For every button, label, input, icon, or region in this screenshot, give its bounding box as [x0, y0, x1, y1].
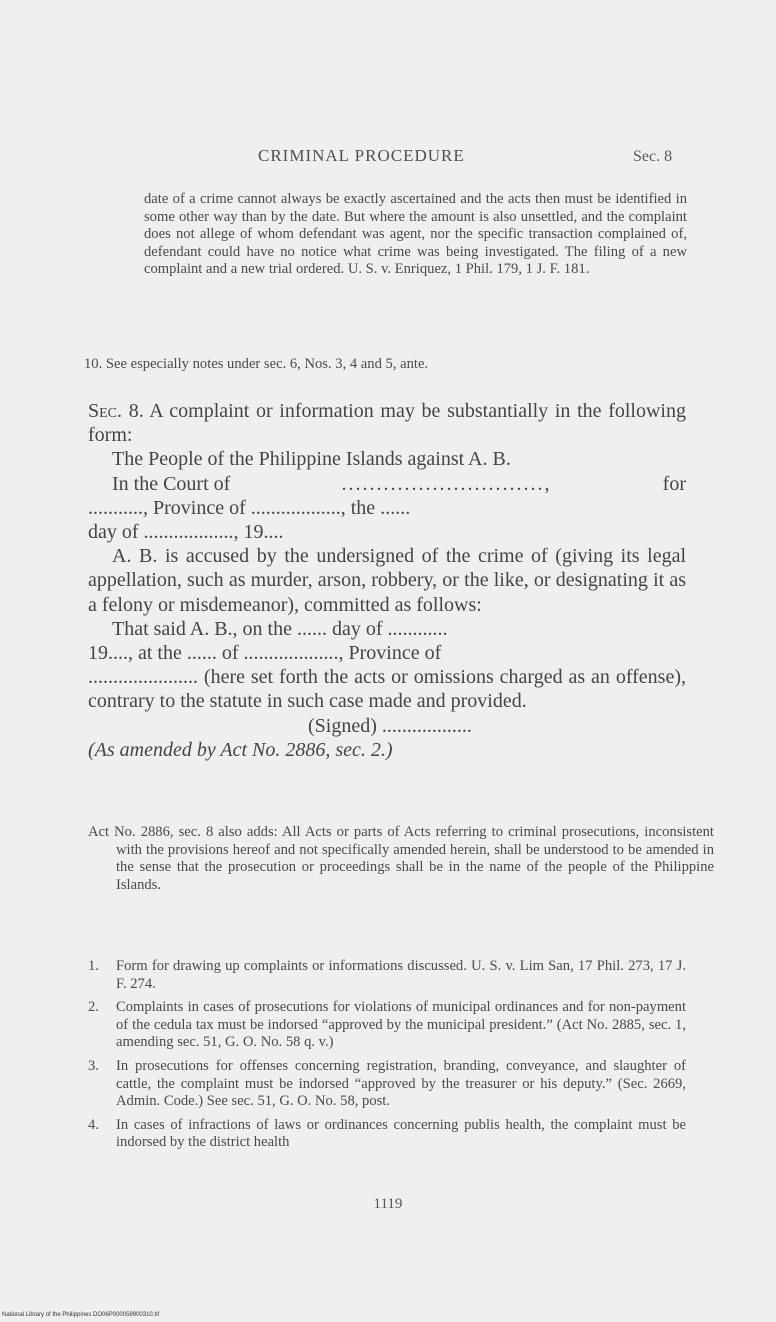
note-number: 2.: [88, 999, 99, 1016]
act-note: Act No. 2886, sec. 8 also adds: All Acts or parts of Acts referring to criminal prosecutions, inconsistent with the provisions hereof and not specifically amended herein, shall be understood to be amended in the sense that the prosecution or proceedings shall be in the name of the people of the Philippine Islands.: [88, 824, 714, 893]
form-caption: The People of the Philippine Islands against A. B.: [112, 448, 511, 471]
list-item: [88, 1117, 686, 1152]
amendment-note: (As amended by Act No. 2886, sec. 2.): [88, 738, 393, 761]
note-text: Form for drawing up complaints or informations discussed. U. S. v. Lim San, 17 Phil. 273, 17 J. F. 274.: [116, 958, 686, 992]
continued-note: date of a crime cannot always be exactly ascertained and the acts then must be identified in some other way than by the date. But where the amount is also unsettled, and the complaint does not allege of whom defendant was agent, nor the specific transaction complained of, defendant could have no notice what crime was being investigated. The filing of a new complaint and a new trial ordered. U. S. v. Enriquez, 1 Phil. 179, 1 J. F. 181.: [144, 191, 687, 278]
court-dots: .............................,: [341, 472, 552, 495]
court-for: for: [662, 472, 686, 495]
note-text: In prosecutions for offenses concerning registration, branding, conveyance, and slaughter of cattle, the complaint must be indorsed “approved by the treasurer or his deputy.” (Sec. 2669, Admin. Code.) See sec. 51, G. O. No. 58, post.: [116, 1057, 686, 1110]
form-said-rest: ...................... (here set forth the acts or omissions charged as an offense), contrary to the statute in such case made and provided.: [88, 666, 686, 713]
page-number: 1119: [373, 1196, 403, 1212]
note-number: 3.: [88, 1057, 99, 1074]
header-section: Sec. 8: [633, 148, 673, 165]
court-label: In the Court of: [112, 472, 231, 495]
section-label: Sec. 8.: [88, 400, 144, 422]
section-8-body: [88, 399, 686, 762]
running-header: [0, 146, 776, 170]
form-court-line-2: ..........., Province of .................., the ......: [88, 496, 411, 519]
note-text: Complaints in cases of prosecutions for violations of municipal ordinances and for non-payment of the cedula tax must be indorsed “approved by the municipal president.” (Act No. 2885, sec. 1, amending sec. 51, G. O. No. 58 q. v.): [116, 999, 686, 1051]
form-accused: A. B. is accused by the undersigned of the crime of (giving its legal appellation, such as murder, arson, robbery, or the like, or designating it as a felony or misdemeanor), committed as follows:: [88, 545, 686, 616]
scan-footer: National Library of the Philippines DO06P000059900310.tif: [2, 1312, 160, 1318]
form-court-line-3: day of .................., 19....: [88, 521, 284, 544]
form-signed: (Signed) ..................: [308, 714, 472, 737]
list-item: [88, 1058, 686, 1111]
note-number: 4.: [88, 1116, 99, 1133]
form-said-line-2: 19...., at the ...... of ..................., Province of: [88, 642, 442, 665]
note-text: In cases of infractions of laws or ordinances concerning publis health, the complaint must be indorsed by the district health: [116, 1116, 686, 1151]
form-court-line-1: [88, 472, 686, 496]
section-intro-text: A complaint or information may be substantially in the following form:: [88, 400, 686, 447]
notes-list: [88, 958, 686, 1158]
form-said-line-1: That said A. B., on the ...... day of ............: [112, 617, 448, 640]
list-item: [88, 958, 686, 993]
note-number: 1.: [88, 958, 99, 974]
note-10: 10. See especially notes under sec. 6, Nos. 3, 4 and 5, ante.: [84, 356, 429, 372]
header-title: CRIMINAL PROCEDURE: [258, 146, 465, 165]
section-8-intro: [88, 399, 686, 447]
list-item: [88, 999, 686, 1052]
